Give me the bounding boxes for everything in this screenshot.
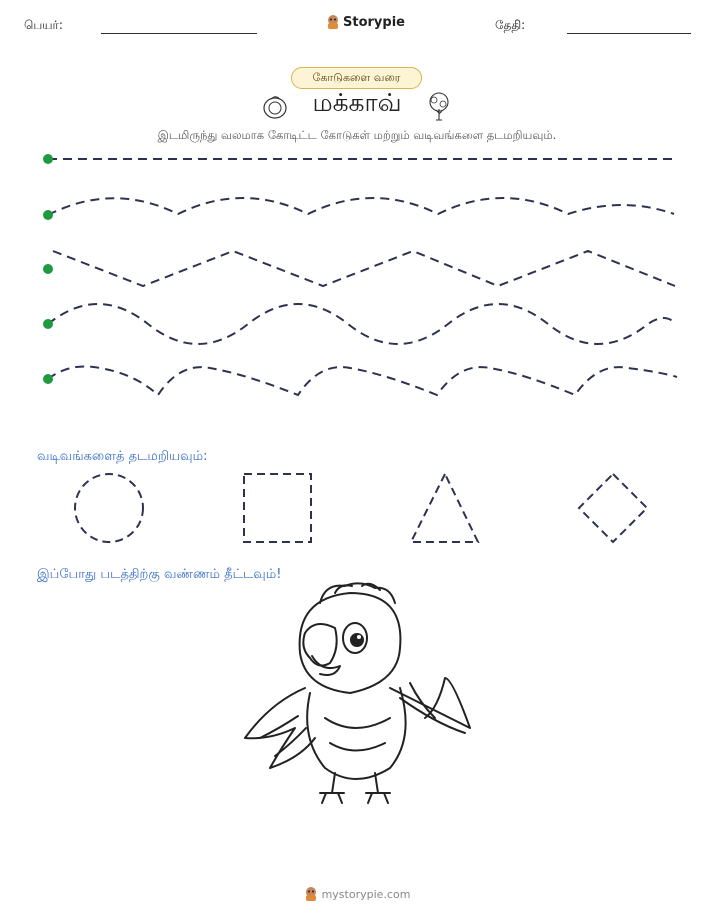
trace-circle <box>75 474 143 542</box>
trace-line-gentle-wave <box>48 198 674 215</box>
start-dot <box>43 264 53 274</box>
storypie-mascot-icon <box>304 886 318 902</box>
trace-line-zigzag <box>53 251 675 286</box>
trace-line-bumpy-wave <box>48 366 677 395</box>
trace-shapes <box>0 460 714 555</box>
instruction-text: இடமிருந்து வலமாக கோடிட்ட கோடுகள் மற்றும் வடிவங்களை தடமறியவும். <box>157 128 557 142</box>
name-label: பெயர்: <box>24 18 63 32</box>
trace-triangle <box>411 474 478 542</box>
page-title: மக்காவ் <box>312 88 402 117</box>
macaw-coloring-illustration[interactable] <box>240 578 475 813</box>
topic-badge: கோடுகளை வரை <box>291 67 422 89</box>
trace-square <box>244 474 311 542</box>
brand-name: Storypie <box>343 14 405 30</box>
start-dot <box>43 374 53 384</box>
footer <box>0 886 714 902</box>
start-dot <box>43 319 53 329</box>
start-dot <box>43 154 53 164</box>
shapes-heading: வடிவங்களைத் தடமறியவும்: <box>37 449 208 464</box>
color-heading: இப்போது படத்திற்கு வண்ணம் தீட்டவும்! <box>37 567 282 582</box>
trace-line-wave <box>48 304 676 344</box>
footer-url[interactable]: mystorypie.com <box>321 887 411 901</box>
start-dot <box>43 210 53 220</box>
date-label: தேதி: <box>495 18 526 32</box>
trace-diamond <box>579 474 647 542</box>
